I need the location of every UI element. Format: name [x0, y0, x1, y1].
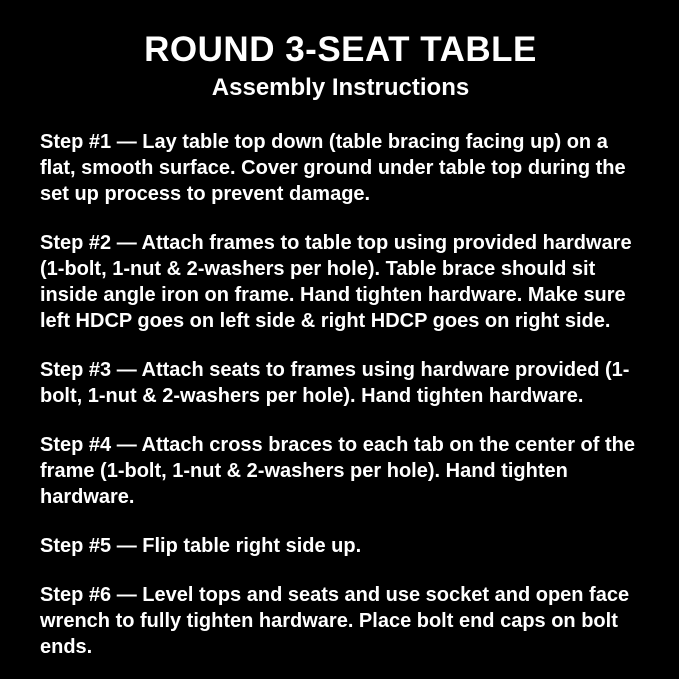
- header: [40, 30, 641, 103]
- step-4-paragraph: Step #4 — Attach cross braces to each tab on the center of the frame (1-bolt, 1-nut & 2-washers per hole). Hand tighten hardware.: [40, 434, 635, 509]
- step-5-paragraph: Step #5 — Flip table right side up.: [40, 535, 362, 558]
- page-subtitle: Assembly Instructions: [211, 74, 470, 102]
- page-title: ROUND 3-SEAT TABLE: [144, 30, 537, 69]
- step-6-paragraph: Step #6 — Level tops and seats and use socket and open face wrench to fully tighten hardware. Place bolt end caps on bolt ends.: [40, 584, 630, 659]
- step-3-paragraph: Step #3 — Attach seats to frames using hardware provided (1-bolt, 1-nut & 2-washers per hole). Hand tighten hardware.: [40, 359, 630, 408]
- step-2-paragraph: Step #2 — Attach frames to table top using provided hardware (1-bolt, 1-nut & 2-washers per hole). Table brace should sit inside angle iron on frame. Hand tighten hardware. Make sure left HDCP goes on left side & right HDCP goes on right side.: [40, 232, 632, 333]
- step-1-paragraph: Step #1 — Lay table top down (table bracing facing up) on a flat, smooth surface. Cover ground under table top during the set up process to prevent damage.: [40, 131, 626, 206]
- steps-list: [40, 129, 641, 660]
